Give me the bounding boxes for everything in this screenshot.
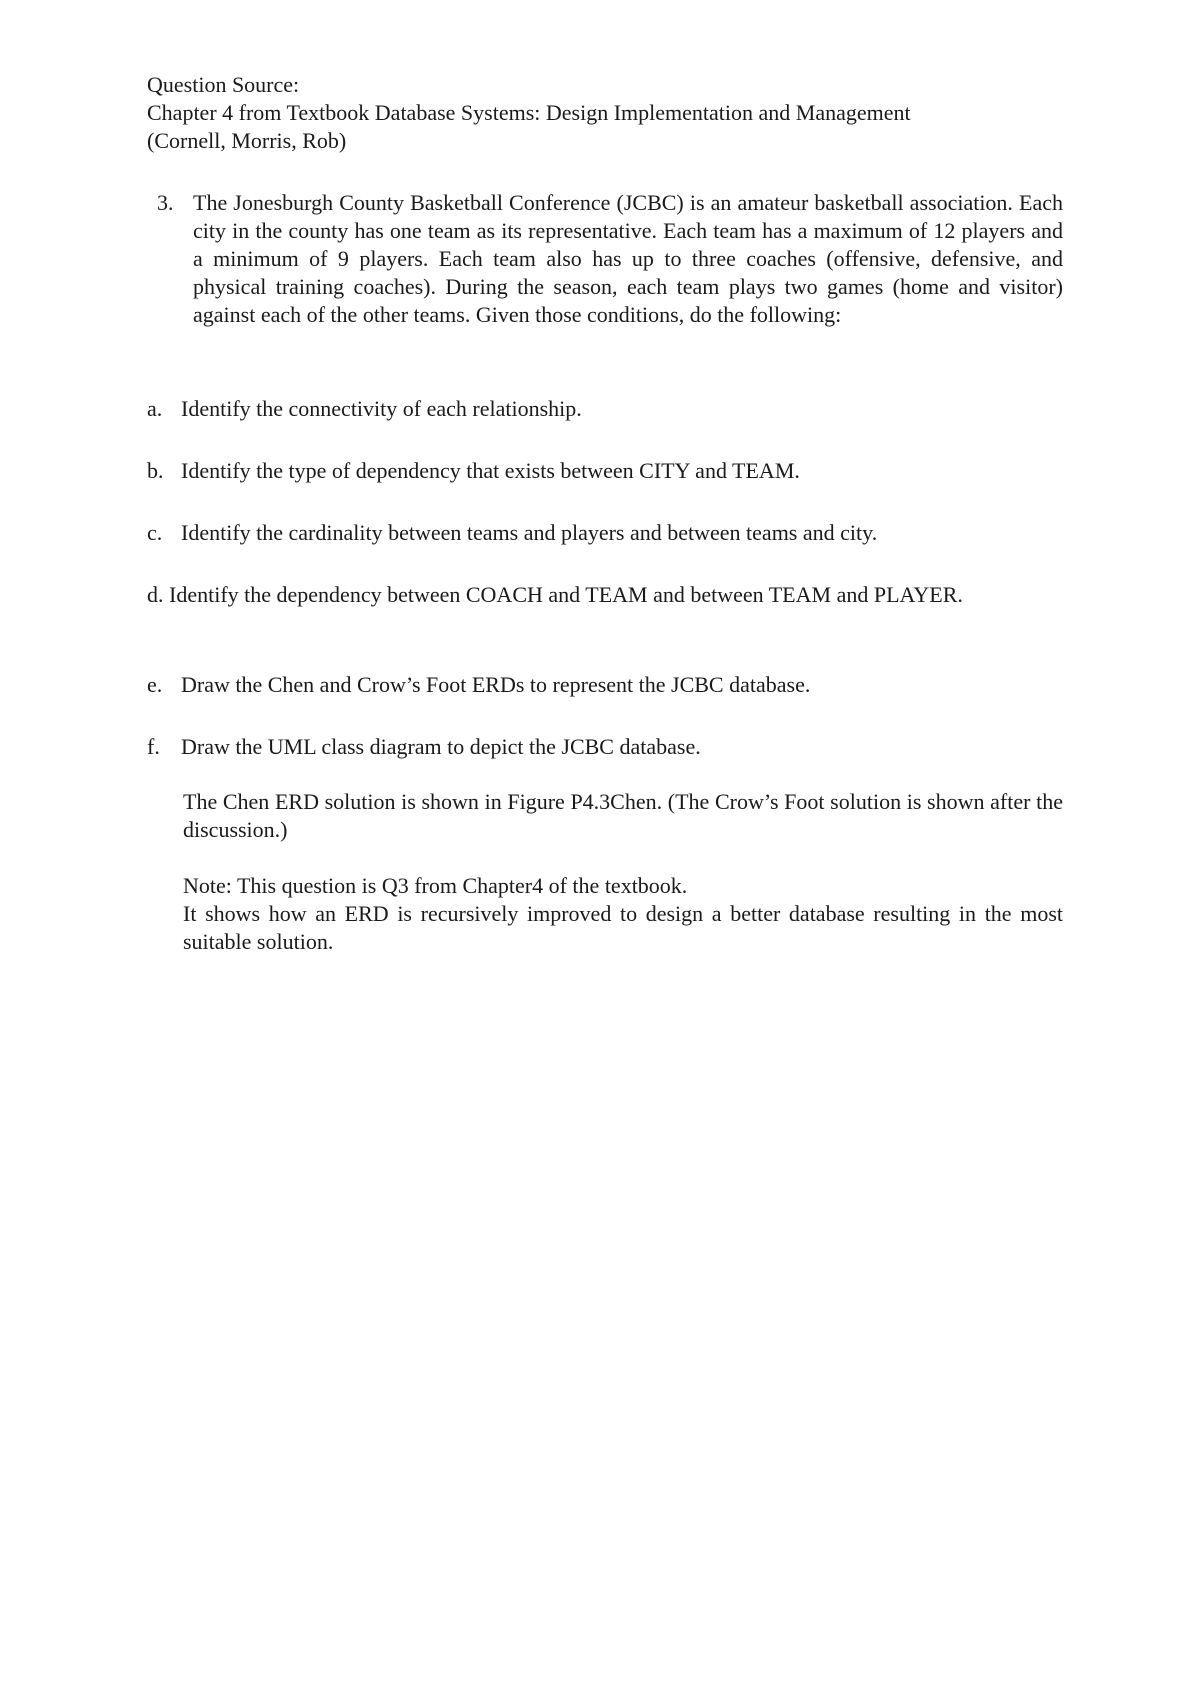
textbook-note-line1: Note: This question is Q3 from Chapter4 of the textbook. xyxy=(183,873,688,898)
item-d xyxy=(147,581,1063,609)
question-number: 3. xyxy=(157,190,174,215)
item-e xyxy=(147,671,1063,699)
item-label: e. xyxy=(147,672,163,697)
item-label: a. xyxy=(147,396,163,421)
textbook-note xyxy=(183,872,1063,956)
item-text: Identify the connectivity of each relationship. xyxy=(181,396,582,421)
textbook-note-line2: It shows how an ERD is recursively improved to design a better database resulting in the most suitable solution. xyxy=(183,901,1063,954)
item-c xyxy=(147,519,1063,547)
item-text: Draw the UML class diagram to depict the JCBC database. xyxy=(181,734,701,759)
item-f xyxy=(147,733,1063,761)
source-book-title: Chapter 4 from Textbook Database Systems: Design Implementation and Management xyxy=(147,100,911,125)
item-text: Draw the Chen and Crow’s Foot ERDs to represent the JCBC database. xyxy=(181,672,811,697)
solution-note-text: The Chen ERD solution is shown in Figure P4.3Chen. (The Crow’s Foot solution is shown after the discussion.) xyxy=(183,789,1063,842)
item-label: f. xyxy=(147,734,160,759)
item-text: Identify the dependency between COACH and TEAM and between TEAM and PLAYER. xyxy=(169,582,963,607)
question-text: The Jonesburgh County Basketball Conference (JCBC) is an amateur basketball association. Each city in the county has one team as its representative. Each team has a maximum of 12 players and a minimum of 9 players. Each team also has up to three coaches (offensive, defensive, and physical training coaches). During the season, each team plays two games (home and visitor) against each of the other teams. Given those conditions, do the following: xyxy=(193,190,1063,327)
item-label: d. xyxy=(147,582,164,607)
source-authors: (Cornell, Morris, Rob) xyxy=(147,128,347,153)
item-label: c. xyxy=(147,520,163,545)
item-label: b. xyxy=(147,458,164,483)
item-b xyxy=(147,457,1063,485)
item-a xyxy=(147,395,1063,423)
item-text: Identify the cardinality between teams and players and between teams and city. xyxy=(181,520,878,545)
item-text: Identify the type of dependency that exists between CITY and TEAM. xyxy=(181,458,800,483)
solution-note xyxy=(183,788,1063,844)
question-3 xyxy=(157,189,1063,329)
source-heading: Question Source: xyxy=(147,72,300,97)
question-source xyxy=(147,71,1067,155)
